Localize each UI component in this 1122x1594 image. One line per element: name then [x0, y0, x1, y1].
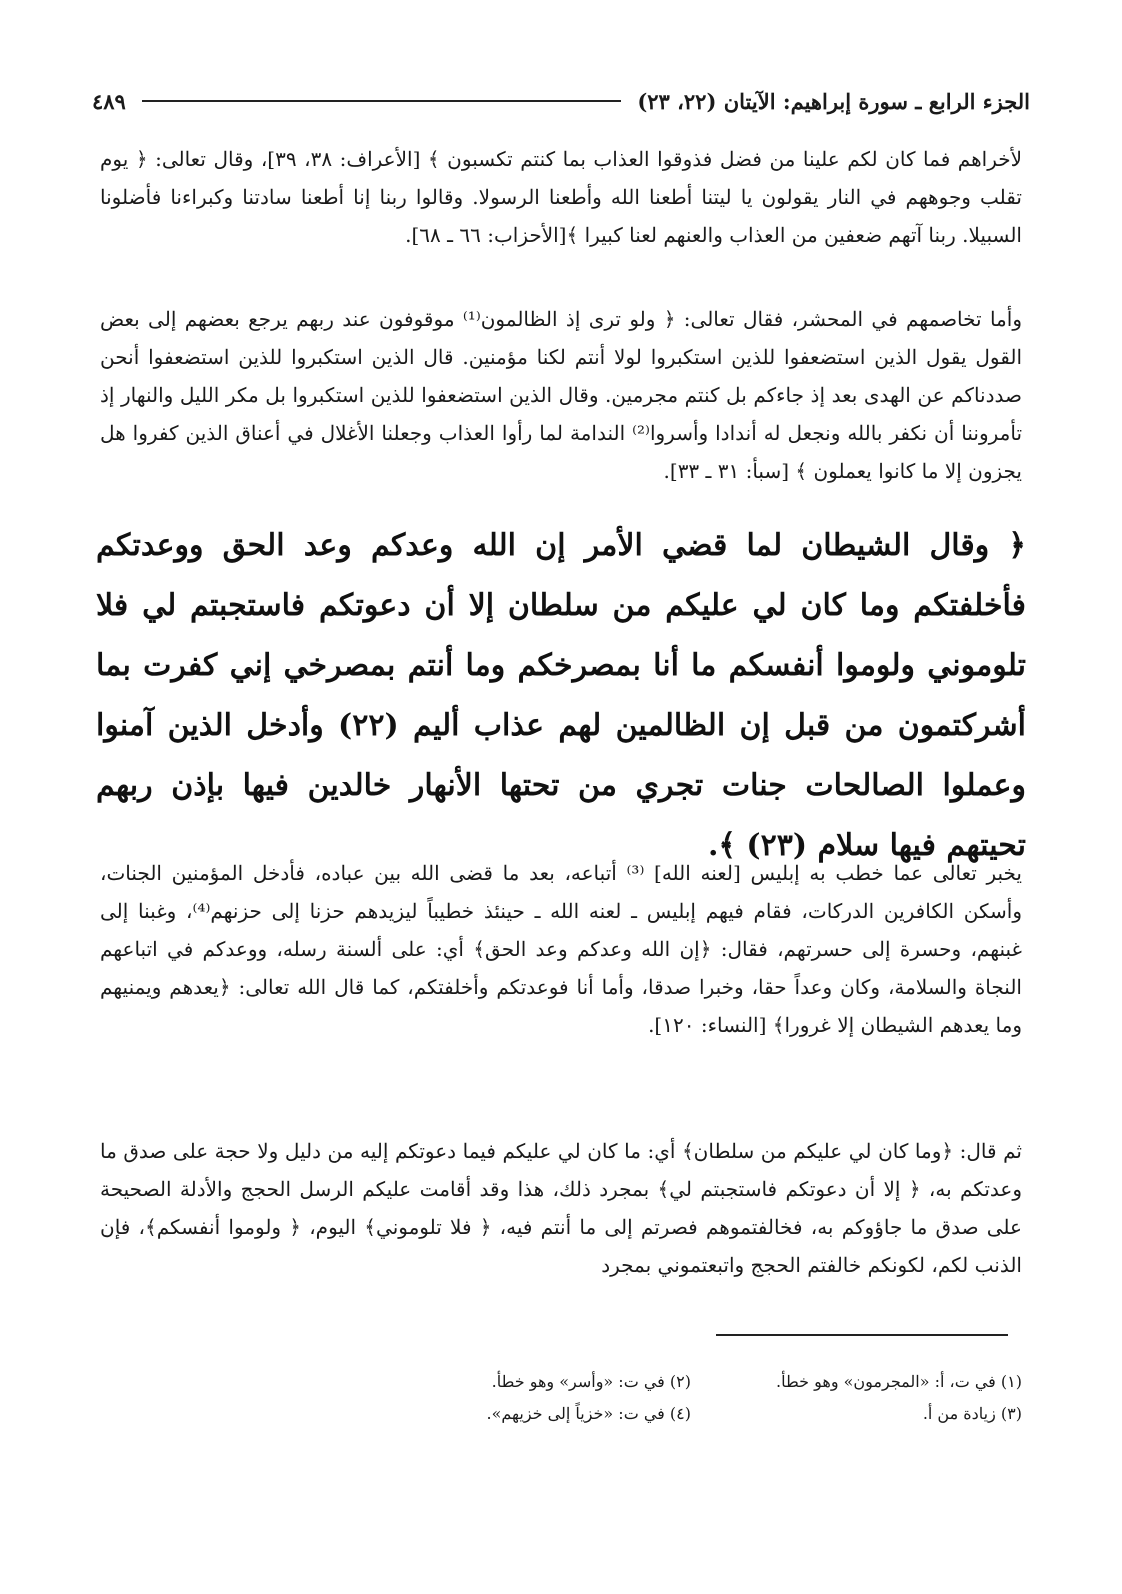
paragraph-1: لأخراهم فما كان لكم علينا من فضل فذوقوا العذاب بما كنتم تكسبون ﴾ [الأعراف: ٣٨، ٣٩]، وقال تعالى: ﴿ يوم تقلب وجوههم في النار يقولون يا ليتنا أطعنا الله وأطعنا الرسولا. وقالوا ربنا إنا أطعنا سادتنا وكبراءنا فأضلونا السبيلا. ربنا آتهم ضعفين من العذاب والعنهم لعنا كبيرا ﴾[الأحزاب: ٦٦ ـ ٦٨]. — [100, 147, 1023, 247]
footnote-2: (٢) في ت: «وأسر» وهو خطأ. — [491, 1372, 691, 1391]
quran-verse-block: ﴿ وقال الشيطان لما قضي الأمر إن الله وعدكم وعد الحق ووعدتكم فأخلفتكم وما كان لي عليكم من سلطان إلا أن دعوتكم فاستجبتم لي فلا تلوموني ولوموا أنفسكم ما أنا بمصرخكم وما أنتم بمصرخي إني كفرت بما أشركتمون من قبل إن الظالمين لهم عذاب أليم (٢٢) وأدخل الذين آمنوا وعملوا الصالحات جنات تجري من تحتها الأنهار خالدين فيها بإذن ربهم تحيتهم فيها سلام (٢٣) ﴾. — [96, 528, 1026, 863]
page-header — [92, 84, 1030, 118]
footnote-1: (١) في ت، أ: «المجرمون» وهو خطأ. — [776, 1372, 1022, 1391]
paragraph-4: ثم قال: ﴿وما كان لي عليكم من سلطان﴾ أي: ما كان لي عليكم فيما دعوتكم إليه من دليل ولا حجة على صدق ما وعدتكم به، ﴿ إلا أن دعوتكم فاستجبتم لي﴾ بمجرد ذلك، هذا وقد أقامت عليكم الرسل الحجج والأدلة الصحيحة على صدق ما جاؤوكم به، فخالفتموهم فصرتم إلى ما أنتم فيه، ﴿ فلا تلوموني﴾ اليوم، ﴿ ولوموا أنفسكم﴾، فإن الذنب لكم، لكونكم خالفتم الحجج واتبعتموني بمجرد — [100, 1139, 1022, 1277]
footnote-separator — [716, 1334, 1008, 1336]
footnote-3: (٣) زيادة من أ. — [922, 1404, 1022, 1423]
page-number: ٤٨٩ — [92, 88, 126, 114]
header-rule — [142, 100, 621, 102]
paragraph-3: يخبر تعالى عما خطب به إبليس [لعنه الله] ⁽³⁾ أتباعه، بعد ما قضى الله بين عباده، فأدخل المؤمنين الجنات، وأسكن الكافرين الدركات، فقام فيهم إبليس ـ لعنه الله ـ حينئذ خطيباً ليزيدهم حزنا إلى حزنهم⁽⁴⁾، وغبنا إلى غبنهم، وحسرة إلى حسرتهم، فقال: ﴿إن الله وعدكم وعد الحق﴾ أي: على ألسنة رسله، ووعدكم في اتباعهم النجاة والسلامة، وكان وعداً حقا، وخبرا صدقا، وأما أنا فوعدتكم وأخلفتكم، كما قال الله تعالى: ﴿يعدهم ويمنيهم وما يعدهم الشيطان إلا غرورا﴾ [النساء: ١٢٠]. — [100, 861, 1022, 1037]
footnotes — [360, 1370, 1022, 1426]
footnote-4: (٤) في ت: «خزياً إلى خزيهم». — [486, 1404, 691, 1423]
paragraph-2: وأما تخاصمهم في المحشر، فقال تعالى: ﴿ ولو ترى إذ الظالمون⁽¹⁾ موقوفون عند ربهم يرجع بعضهم إلى بعض القول يقول الذين استضعفوا للذين استكبروا لولا أنتم لكنا مؤمنين. قال الذين استكبروا للذين استضعفوا أنحن صددناكم عن الهدى بعد إذ جاءكم بل كنتم مجرمين. وقال الذين استضعفوا للذين استكبروا بل مكر الليل والنهار إذ تأمروننا أن نكفر بالله ونجعل له أندادا وأسروا⁽²⁾ الندامة لما رأوا العذاب وجعلنا الأغلال في أعناق الذين كفروا هل يجزون إلا ما كانوا يعملون ﴾ [سبأ: ٣١ ـ ٣٣]. — [100, 307, 1023, 483]
running-title: الجزء الرابع ـ سورة إبراهيم: الآيتان (٢٢، ٢٣) — [637, 88, 1030, 114]
